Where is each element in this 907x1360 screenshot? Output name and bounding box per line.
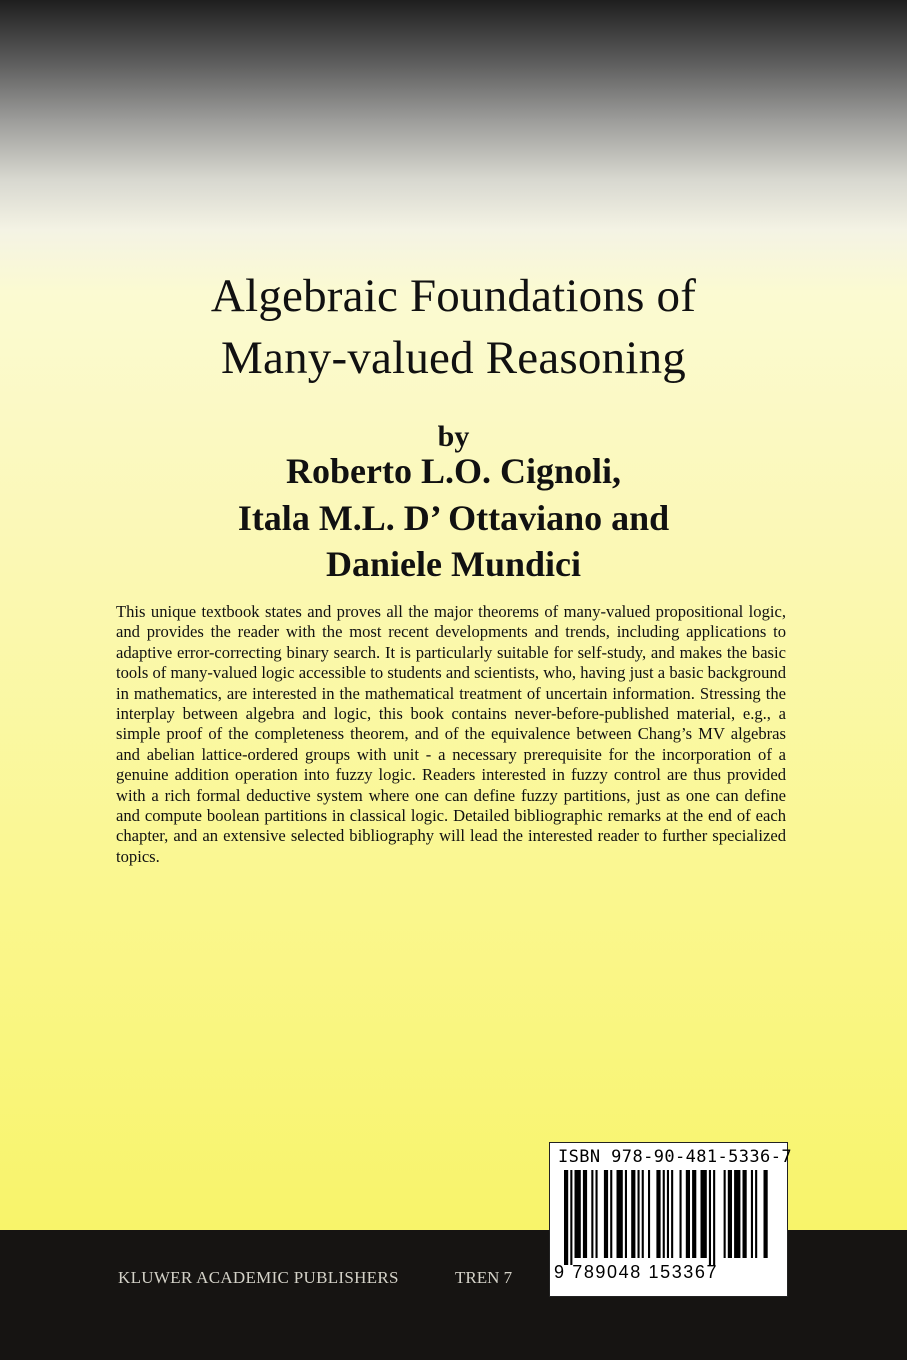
author-line-1: Roberto L.O. Cignoli, — [285, 451, 621, 491]
barcode-bar — [648, 1170, 650, 1258]
author-line-2: Itala M.L. D’ Ottaviano and — [237, 498, 670, 538]
barcode-bar — [625, 1170, 627, 1258]
barcode-bar — [755, 1170, 757, 1258]
barcode-bar — [663, 1170, 665, 1258]
barcode-bar — [583, 1170, 587, 1258]
isbn-label: ISBN 978-90-481-5336-7 — [558, 1147, 792, 1167]
barcode-bar — [570, 1170, 572, 1265]
book-description: This unique textbook states and proves all the major theorems of many-valued propositional logic, and provides the reader with the most recent developments and trends, including applications to adaptive error-correcting binary search. It is particularly suitable for self-study, and makes the basic tools of many-valued logic accessible to students and scientists, who, having just a basic background in mathematics, are interested in the mathematical treatment of uncertain information. Stressing the interplay between algebra and logic, this book contains never-before-published material, e.g., a simple proof of the completeness theorem, and of the equivalence between Chang’s MV algebras and abelian lattice-ordered groups with unit - a necessary prerequisite for the incorporation of a genuine addition operation into fuzzy logic. Readers interested in fuzzy control are thus provided with a rich formal deductive system where one can define fuzzy partitions, just as one can define and compute boolean partitions in classical logic. Detailed bibliographic remarks at the end of each chapter, and an extensive selected bibliography will lead the interested reader to further specialized topics. — [116, 602, 786, 866]
barcode-bar — [709, 1170, 711, 1265]
barcode-bar — [764, 1170, 768, 1258]
series-code: TREN 7 — [455, 1268, 513, 1287]
publisher-name: KLUWER ACADEMIC PUBLISHERS — [118, 1268, 399, 1287]
barcode-bar — [575, 1170, 581, 1258]
barcode-bar — [617, 1170, 623, 1258]
barcode-bar — [642, 1170, 644, 1258]
book-title-line-1: Algebraic Foundations of — [210, 270, 697, 322]
barcode-bar — [751, 1170, 753, 1258]
by-label: by — [437, 420, 470, 453]
barcode-bar — [686, 1170, 690, 1258]
barcode-bar — [596, 1170, 598, 1258]
barcode-bar — [656, 1170, 660, 1258]
barcode-bar — [610, 1170, 612, 1258]
barcode-bar — [692, 1170, 696, 1258]
barcode-bar — [680, 1170, 682, 1258]
barcode-bar — [724, 1170, 726, 1258]
barcode-icon — [564, 1170, 769, 1265]
book-title-line-2: Many-valued Reasoning — [221, 332, 686, 384]
author-line-3: Daniele Mundici — [325, 544, 581, 584]
barcode-bar — [701, 1170, 707, 1258]
barcode-bar — [564, 1170, 568, 1265]
barcode-digits: 9 789048 153367 — [554, 1262, 719, 1282]
barcode-bar — [591, 1170, 593, 1258]
barcode-bar — [631, 1170, 635, 1258]
barcode-bar — [734, 1170, 740, 1258]
barcode-bar — [604, 1170, 608, 1258]
barcode-bar — [671, 1170, 673, 1258]
barcode-bar — [728, 1170, 732, 1258]
barcode-bar — [667, 1170, 669, 1258]
barcode-bar — [743, 1170, 747, 1258]
barcode-bar — [713, 1170, 715, 1265]
barcode-bar — [638, 1170, 640, 1258]
isbn-barcode-box — [549, 1142, 792, 1297]
